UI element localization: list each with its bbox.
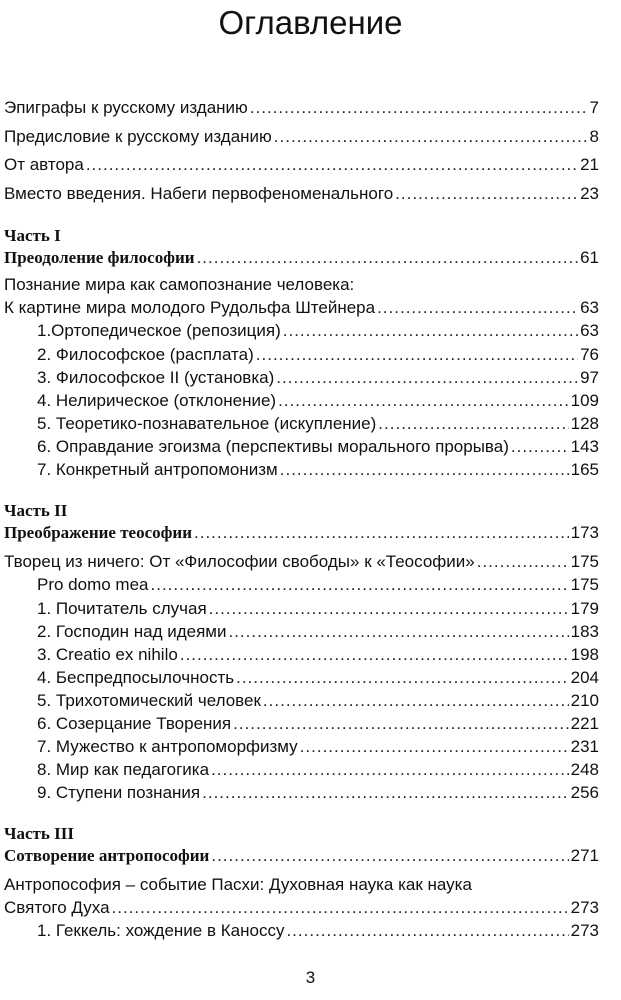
leader-dots [211,845,568,867]
leader-dots [236,667,569,689]
leader-dots [286,920,568,942]
toc-entry-title: 8. Мир как педагогика [37,760,210,779]
toc-entry-page: 143 [570,437,599,456]
part-heading: Часть III [4,824,74,843]
toc-subentry[interactable] [37,667,599,689]
toc-entry-title: Эпиграфы к русскому изданию [4,98,248,117]
toc-subentry[interactable] [37,621,599,643]
toc-entry-page: 8 [589,127,599,146]
leader-dots [151,574,569,596]
leader-dots [211,759,569,781]
toc-entry-title: От автора [4,155,84,174]
toc-entry-page: 165 [570,460,599,479]
toc-entry-page: 97 [580,368,599,387]
leader-dots [377,297,578,319]
toc-entry-page: 23 [580,184,599,203]
toc-entry-page: 179 [570,599,599,618]
section-title: Святого Духа [4,898,110,917]
toc-entry-page: 231 [570,737,599,756]
leader-dots [228,621,568,643]
toc-subentry[interactable] [37,390,599,412]
toc-entry-page: 271 [570,846,599,865]
toc-entry-page: 256 [570,783,599,802]
leader-dots [395,183,578,205]
toc-entry-title: 9. Ступени познания [37,783,201,802]
leader-dots [276,367,578,389]
toc-entry-page: 7 [589,98,599,117]
toc-subentry[interactable] [37,920,599,942]
toc-entry-title: Предисловие к русскому изданию [4,127,272,146]
toc-entry-title: 7. Мужество к антропоморфизму [37,737,298,756]
toc-entry-page: 273 [570,921,599,940]
leader-dots [256,344,578,366]
section-title-line: Антропософия – событие Пасхи: Духовная наука как наука [4,875,472,894]
toc-entry-title: 6. Созерцание Творения [37,714,232,733]
toc-entry-title: 6. Оправдание эгоизма (перспективы морального прорыва) [37,437,509,456]
toc-entry-title: 1. Почитатель случая [37,599,207,618]
part-title: Сотворение антропософии [4,846,210,865]
toc-subentry[interactable] [37,574,599,596]
toc-entry-page: 210 [570,691,599,710]
leader-dots [274,126,588,148]
toc-entry-page: 128 [570,414,599,433]
leader-dots [511,436,569,458]
toc-entry[interactable] [4,183,599,205]
toc-entry-page: 175 [570,575,599,594]
toc-entry-page: 273 [570,898,599,917]
toc-entry-title: Pro domo mea [37,575,149,594]
toc-entry-page: 61 [580,248,599,267]
leader-dots [263,690,569,712]
toc-entry[interactable] [4,154,599,176]
toc-entry-page: 76 [580,345,599,364]
section-entry[interactable] [4,297,599,319]
toc-subentry[interactable] [37,644,599,666]
toc-entry-title: 3. Creatio ex nihilo [37,645,178,664]
section-title: К картине мира молодого Рудольфа Штейнера [4,298,376,317]
part-title: Преодоление философии [4,248,195,267]
toc-subentry[interactable] [37,713,599,735]
leader-dots [86,154,578,176]
toc-entry-title: 1. Геккель: хождение в Каноссу [37,921,285,940]
toc-entry-title: Вместо введения. Набеги первофеноменального [4,184,394,203]
toc-entry-page: 198 [570,645,599,664]
toc-entry-title: 1.Ортопедическое (репозиция) [37,321,281,340]
leader-dots [378,413,568,435]
leader-dots [194,522,569,544]
toc-entry-title: 7. Конкретный антропомонизм [37,460,278,479]
leader-dots [300,736,569,758]
toc-subentry[interactable] [37,736,599,758]
toc-subentry[interactable] [37,436,599,458]
leader-dots [477,551,569,573]
toc-entry-title: 4. Нелирическое (отклонение) [37,391,277,410]
toc-entry-page: 63 [580,298,599,317]
page-title: Оглавление [218,4,403,41]
section-title: Творец из ничего: От «Философии свободы» к «Теософии» [4,552,475,571]
part-title: Преображение теософии [4,523,193,542]
toc-entry-title: 3. Философское II (установка) [37,368,275,387]
part-title-entry[interactable] [4,845,599,867]
toc-subentry[interactable] [37,759,599,781]
toc-entry[interactable] [4,126,599,148]
leader-dots [180,644,569,666]
toc-entry-page: 21 [580,155,599,174]
toc-entry-page: 109 [570,391,599,410]
toc-entry-title: 2. Господин над идеями [37,622,227,641]
page-number: 3 [305,968,316,987]
toc-entry-title: 4. Беспредпосылочность [37,668,235,687]
toc-subentry[interactable] [37,344,599,366]
toc-subentry[interactable] [37,598,599,620]
toc-subentry[interactable] [37,320,599,342]
section-entry[interactable] [4,897,599,919]
toc-entry-title: 5. Теоретико-познавательное (искупление) [37,414,377,433]
toc-entry-title: 2. Философское (расплата) [37,345,254,364]
leader-dots [209,598,569,620]
toc-entry-page: 175 [570,552,599,571]
part-heading: Часть II [4,501,68,520]
toc-entry-page: 183 [570,622,599,641]
section-entry[interactable] [4,551,599,573]
leader-dots [233,713,568,735]
toc-entry-page: 173 [570,523,599,542]
leader-dots [283,320,578,342]
toc-entry-page: 63 [580,321,599,340]
toc-entry-page: 204 [570,668,599,687]
toc-entry-title: 5. Трихотомический человек [37,691,261,710]
section-title-line: Познание мира как самопознание человека: [4,275,355,294]
part-title-entry[interactable] [4,247,599,269]
leader-dots [197,247,579,269]
leader-dots [250,97,588,119]
part-title-entry[interactable] [4,522,599,544]
toc-entry-page: 248 [570,760,599,779]
part-heading: Часть I [4,226,61,245]
toc-subentry[interactable] [37,782,599,804]
toc-entry-page: 221 [570,714,599,733]
toc-subentry[interactable] [37,413,599,435]
toc-subentry[interactable] [37,459,599,481]
toc-entry[interactable] [4,97,599,119]
toc-subentry[interactable] [37,690,599,712]
leader-dots [202,782,569,804]
leader-dots [278,390,569,412]
leader-dots [112,897,569,919]
leader-dots [280,459,569,481]
toc-subentry[interactable] [37,367,599,389]
